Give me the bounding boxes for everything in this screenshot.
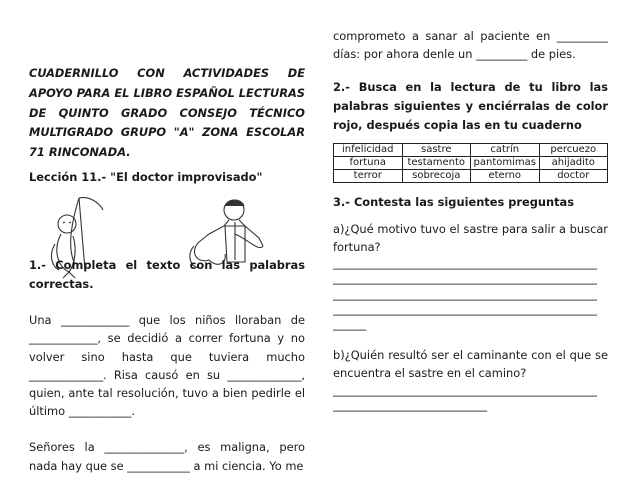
left-column	[29, 64, 305, 473]
answer-a-lines	[333, 256, 608, 332]
answer-line[interactable]: ________________________________________________	[333, 271, 597, 286]
fill-in-paragraph-2: Señores la ______________, es maligna, pero nada hay que se ___________ a mi ciencia. Yo me	[29, 440, 305, 473]
word-cell: doctor	[539, 170, 608, 183]
section-3-heading: 3.- Contesta las siguientes preguntas	[333, 195, 575, 210]
fill-in-paragraph-1: Una ____________ que los niños lloraban de ____________, se decidió a correr fortuna y no volver sino hasta que tuviera mucho _____________. Risa causó en su _____________, quien, ante tal resolución, tuvo a bien pedirle el último ___________.	[29, 313, 305, 419]
answer-line[interactable]: ________________________________________________	[333, 301, 597, 316]
word-cell: testamento	[402, 157, 471, 170]
right-column	[333, 27, 608, 413]
word-cell: fortuna	[334, 157, 403, 170]
answer-line[interactable]: ____________________________	[333, 397, 487, 412]
word-cell: pantomimas	[471, 157, 540, 170]
fill-in-paragraph-continued: comprometo a sanar al paciente en _________ días: por ahora denle un _________ de pies.	[333, 29, 608, 62]
word-cell: sobrecoja	[402, 170, 471, 183]
word-cell: infelicidad	[334, 144, 403, 157]
worksheet-title: CUADERNILLO CON ACTIVIDADES DE APOYO PARA EL LIBRO ESPAÑOL LECTURAS DE QUINTO GRADO CONSEJO TÉCNICO MULTIGRADO GRUPO "A" ZONA ESCOLAR 71 RINCONADA.	[29, 66, 305, 160]
words-table-row	[334, 144, 608, 157]
words-table-row	[334, 170, 608, 183]
section-1-heading: 1.- Completa el texto con las palabras correctas.	[29, 258, 305, 291]
words-table	[333, 143, 608, 183]
answer-line[interactable]: ________________________________________________	[333, 382, 597, 397]
word-cell: catrín	[471, 144, 540, 157]
word-cell: terror	[334, 170, 403, 183]
word-cell: sastre	[402, 144, 471, 157]
word-cell: percuezo	[539, 144, 608, 157]
answer-line[interactable]: ______	[333, 317, 366, 331]
section-2-heading: 2.- Busca en la lectura de tu libro las palabras siguientes y enciérralas de color rojo, después copia las en tu cuaderno	[333, 80, 608, 132]
answer-line[interactable]: ________________________________________________	[333, 286, 597, 301]
word-cell: eterno	[471, 170, 540, 183]
section-1	[29, 256, 305, 475]
answer-b-lines	[333, 383, 608, 413]
lesson-title: Lección 11.- "El doctor improvisado"	[29, 170, 263, 184]
question-b: b)¿Quién resultó ser el caminante con el que se encuentra el sastre en el camino?	[333, 348, 608, 381]
words-table-row	[334, 157, 608, 170]
word-cell: ahijadito	[539, 157, 608, 170]
answer-line[interactable]: ________________________________________________	[333, 256, 597, 271]
question-a: a)¿Qué motivo tuvo el sastre para salir a buscar fortuna?	[333, 221, 608, 254]
